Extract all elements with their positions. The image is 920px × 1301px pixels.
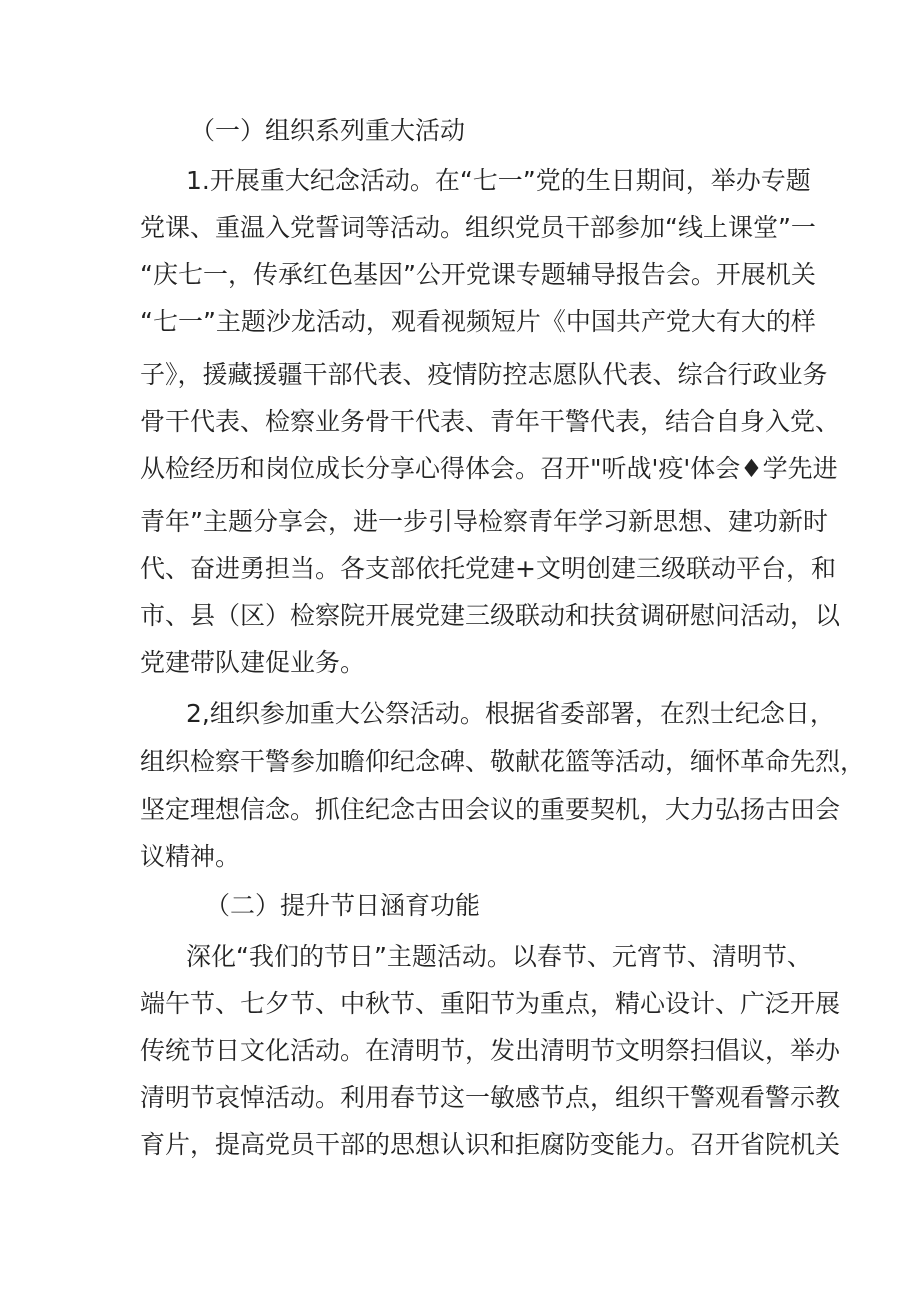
section-heading-2: （二）提升节日涵育功能	[205, 891, 481, 920]
paragraph-1-line-2: 党课、重温入党誓词等活动。组织党员干部参加“线上课堂”一	[140, 213, 816, 242]
paragraph-1-line-8: 青年”主题分享会，进一步引导检察青年学习新思想、建功新时	[140, 507, 828, 536]
paragraph-1-line-9: 代、奋进勇担当。各支部依托党建+文明创建三级联动平台，和	[140, 554, 836, 583]
paragraph-3-line-4: 清明节哀悼活动。利用春节这一敏感节点，组织干警观看警示教	[140, 1083, 841, 1112]
paragraph-2-line-4: 议精神。	[140, 842, 241, 871]
paragraph-1-line-1: 1.开展重大纪念活动。在“七一”党的生日期间，举办专题	[186, 166, 811, 195]
paragraph-1-line-11: 党建带队建促业务。	[140, 648, 366, 677]
paragraph-3-line-1: 深化“我们的节日”主题活动。以春节、元宵节、清明节、	[186, 942, 812, 971]
section-heading-1: （一）组织系列重大活动	[190, 116, 466, 145]
paragraph-3-line-3: 传统节日文化活动。在清明节，发出清明节文明祭扫倡议，举办	[140, 1036, 841, 1065]
paragraph-3-line-2: 端午节、七夕节、中秋节、重阳节为重点，精心设计、广泛开展	[140, 989, 841, 1018]
paragraph-1-line-3: “庆七一，传承红色基因”公开党课专题辅导报告会。开展机关	[140, 260, 816, 289]
paragraph-1-line-5: 子》，援藏援疆干部代表、疫情防控志愿队代表、综合行政业务	[140, 360, 828, 389]
paragraph-2-line-2: 组织检察干警参加瞻仰纪念碑、敬献花篮等活动，缅怀革命先烈，	[140, 747, 866, 776]
paragraph-2-line-3: 坚定理想信念。抓住纪念古田会议的重要契机，大力弘扬古田会	[140, 795, 841, 824]
paragraph-2-line-1: 2,组织参加重大公祭活动。根据省委部署，在烈士纪念日，	[186, 699, 835, 728]
paragraph-1-line-10: 市、县（区）检察院开展党建三级联动和扶贫调研慰问活动，以	[140, 601, 841, 630]
paragraph-1-line-4: “七一”主题沙龙活动，观看视频短片《中国共产党大有大的样	[140, 307, 816, 336]
paragraph-1-line-6: 骨干代表、检察业务骨干代表、青年干警代表，结合自身入党、	[140, 407, 841, 436]
paragraph-1-line-7: 从检经历和岗位成长分享心得体会。召开"听战'疫'体会♦学先进	[140, 454, 838, 483]
paragraph-3-line-5: 育片，提高党员干部的思想认识和拒腐防变能力。召开省院机关	[140, 1130, 841, 1159]
